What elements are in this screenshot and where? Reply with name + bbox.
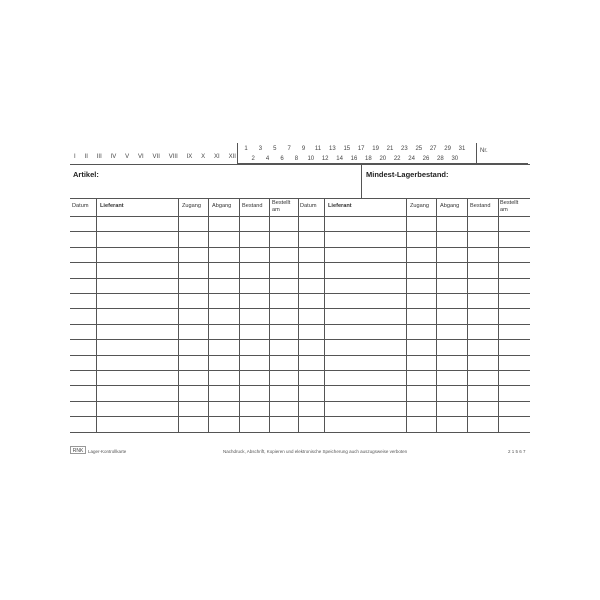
day-marker: 4 xyxy=(265,156,270,162)
column-divider xyxy=(324,198,325,432)
column-divider xyxy=(436,198,437,432)
right-zugang-header: Zugang xyxy=(410,203,429,209)
day-marker: 19 xyxy=(372,146,379,152)
day-marker: 2 xyxy=(251,156,255,162)
right-bestellt-am-header: am xyxy=(500,207,508,213)
day-marker: 20 xyxy=(379,156,387,162)
right-bestellt-header: Bestellt xyxy=(500,200,519,206)
left-bestand-header: Bestand xyxy=(242,203,263,209)
left-datum-header: Datum xyxy=(72,203,89,209)
column-divider xyxy=(498,198,499,432)
month-marker: VII xyxy=(152,154,160,160)
day-marker: 7 xyxy=(287,146,291,152)
month-marker: VI xyxy=(138,154,144,160)
day-marker: 12 xyxy=(321,156,329,162)
left-bestellt-header: Bestellt xyxy=(272,200,291,206)
column-divider xyxy=(178,198,179,432)
left-lieferant-header: Lieferant xyxy=(100,203,124,209)
table-row-rule xyxy=(70,416,530,417)
table-row-rule xyxy=(70,262,530,263)
table-row-rule xyxy=(70,385,530,386)
month-marker: IV xyxy=(110,154,117,160)
day-marker: 23 xyxy=(401,146,408,152)
day-marker: 11 xyxy=(314,146,322,152)
day-marker: 15 xyxy=(343,146,351,152)
month-marker: IX xyxy=(186,154,193,160)
day-marker: 21 xyxy=(386,146,394,152)
month-marker: III xyxy=(96,154,102,160)
left-abgang-header: Abgang xyxy=(212,203,232,209)
day-marker: 27 xyxy=(429,146,437,152)
day-marker: 8 xyxy=(294,156,299,162)
day-marker: 17 xyxy=(357,146,365,152)
table-row-rule xyxy=(70,308,530,309)
stock-control-card xyxy=(70,143,530,461)
table-row-rule xyxy=(70,355,530,356)
day-marker: 29 xyxy=(444,146,451,152)
nr-divider xyxy=(476,143,477,164)
right-lieferant-header: Lieferant xyxy=(328,203,352,209)
day-marker: 22 xyxy=(393,156,401,162)
header-bottom-rule xyxy=(70,216,530,217)
day-marker: 3 xyxy=(258,146,263,152)
month-marker: V xyxy=(125,154,130,160)
column-divider xyxy=(208,198,209,432)
day-marker: 6 xyxy=(280,156,284,162)
left-bestellt-am-header: am xyxy=(272,207,280,213)
right-bestand-header: Bestand xyxy=(470,203,491,209)
table-row-rule xyxy=(70,293,530,294)
artikel-label: Artikel: xyxy=(73,170,99,179)
month-marker: I xyxy=(74,154,76,160)
table-row-rule xyxy=(70,247,530,248)
copyright-notice: Nachdruck, Abschrift, Kopieren und elektronische Speicherung auch auszugsweise verboten xyxy=(223,449,408,454)
right-datum-header: Datum xyxy=(300,203,317,209)
day-marker: 24 xyxy=(408,156,415,162)
table-row-rule xyxy=(70,231,530,232)
artikel-divider xyxy=(361,164,362,198)
form-title: Lager-Kontrollkarte xyxy=(88,449,127,454)
column-divider xyxy=(239,198,240,432)
month-marker: II xyxy=(84,154,88,160)
half-divider xyxy=(298,198,299,432)
month-marker: XII xyxy=(228,154,236,160)
day-marker: 30 xyxy=(451,156,459,162)
day-marker: 31 xyxy=(458,146,466,152)
day-marker: 13 xyxy=(329,146,336,152)
table-row-rule xyxy=(70,401,530,402)
day-marker: 1 xyxy=(244,146,248,152)
column-divider xyxy=(269,198,270,432)
day-marker: 28 xyxy=(437,156,444,162)
table-row-rule xyxy=(70,339,530,340)
table-row-rule xyxy=(70,324,530,325)
artikel-top-rule xyxy=(70,164,530,165)
day-marker: 14 xyxy=(336,156,343,162)
left-zugang-header: Zugang xyxy=(182,203,201,209)
month-marker: X xyxy=(201,154,206,160)
nr-label: Nr. xyxy=(480,148,488,154)
day-marker: 26 xyxy=(422,156,430,162)
column-divider xyxy=(406,198,407,432)
table-top-rule xyxy=(70,198,530,199)
day-marker: 25 xyxy=(415,146,423,152)
month-marker: XI xyxy=(214,154,220,160)
column-divider xyxy=(96,198,97,432)
company-logo xyxy=(70,446,86,454)
form-code: 2 1 5 6 7 xyxy=(508,449,526,454)
table-bottom-rule xyxy=(70,432,530,433)
month-marker: VIII xyxy=(168,154,178,160)
day-marker: 16 xyxy=(350,156,358,162)
mindest-lagerbestand-label: Mindest-Lagerbestand: xyxy=(366,170,449,179)
day-marker: 5 xyxy=(273,146,277,152)
table-row-rule xyxy=(70,370,530,371)
day-marker: 9 xyxy=(301,146,306,152)
svg-text:RNK: RNK xyxy=(72,448,84,454)
month-markers xyxy=(74,154,236,160)
day-marker: 10 xyxy=(307,156,315,162)
days-divider xyxy=(237,143,238,164)
day-marker: 18 xyxy=(365,156,372,162)
column-divider xyxy=(467,198,468,432)
table-row-rule xyxy=(70,278,530,279)
right-abgang-header: Abgang xyxy=(440,203,460,209)
